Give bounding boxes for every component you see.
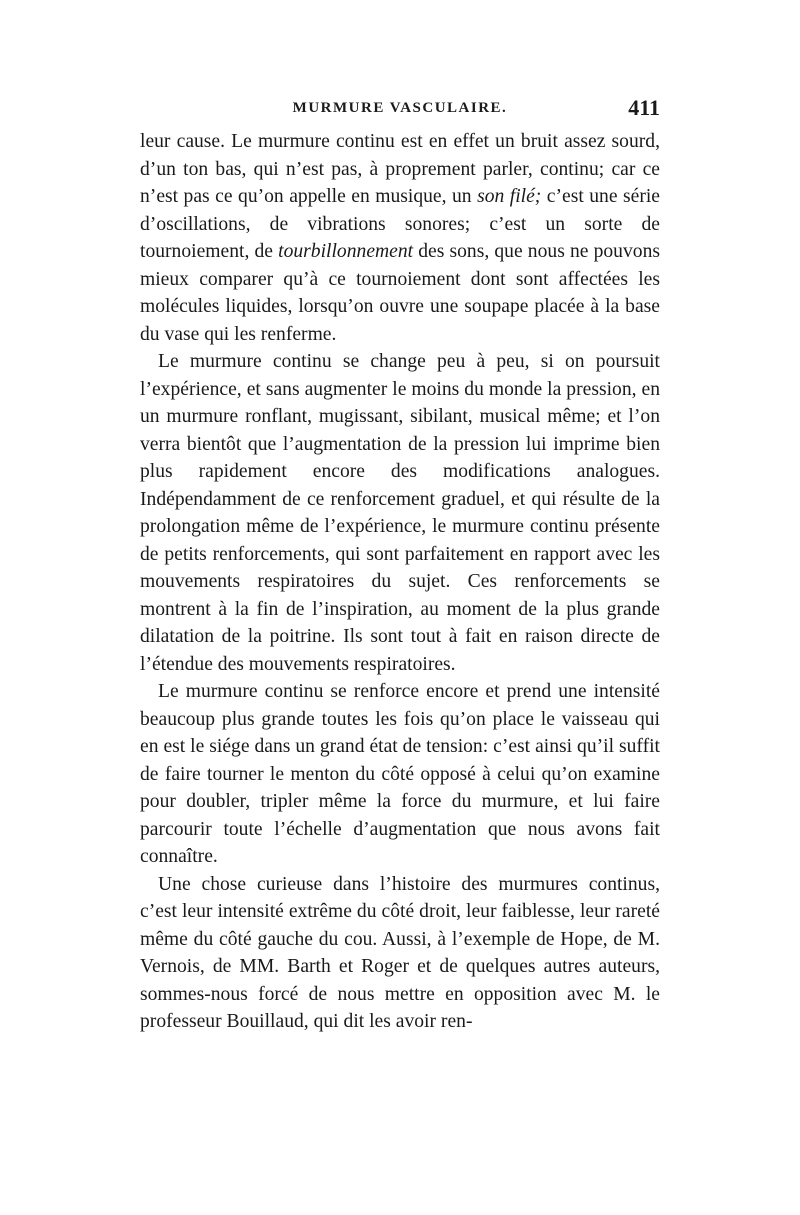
running-head (140, 95, 660, 122)
paragraph-text: c’est une série d’oscillations, de vibrations sonores; c’est un sorte de tournoiement, de (140, 186, 660, 262)
italic-term: son filé; (477, 186, 542, 207)
paragraph-text: des sons, que nous ne pouvons mieux comparer qu’à ce tournoiement dont sont affectées les molécules liquides, lorsqu’on ouvre une soupape placée à la base du vase qui les renferme. (140, 241, 660, 345)
body-text (140, 128, 660, 1036)
italic-term: tourbillonnement (278, 241, 414, 262)
paragraph: Le murmure continu se change peu à peu, si on poursuit l’expérience, et sans augmenter le moins du monde la pression, en un murmure ronflant, mugissant, sibilant, musical même; et l’on verra bientôt que l’augmentation de la pression lui imprime bien plus rapidement encore des modifications analogues. Indépendamment de ce renforcement graduel, et qui résulte de la prolongation même de l’expérience, le murmure continu présente de petits renforcements, qui sont parfaitement en rapport avec les mouvements respiratoires du sujet. Ces renforcements se montrent à la fin de l’inspiration, au moment de la plus grande dilatation de la poitrine. Ils sont tout à fait en raison directe de l’étendue des mouvements respiratoires. (140, 351, 660, 675)
paragraph: Le murmure continu se renforce encore et prend une intensité beaucoup plus grande toutes les fois qu’on place le vaisseau qui en est le siége dans un grand état de tension: c’est ainsi qu’il suffit de faire tourner le menton du côté opposé à celui qu’on examine pour doubler, tripler même la force du murmure, et lui faire parcourir toute l’échelle d’augmentation que nous avons fait connaître. (140, 681, 660, 867)
page-number: 411 (628, 95, 660, 120)
paragraph: Une chose curieuse dans l’histoire des murmures continus, c’est leur intensité extrême du côté droit, leur faiblesse, leur rareté même du côté gauche du cou. Aussi, à l’exemple de Hope, de M. Vernois, de MM. Barth et Roger et de quelques autres auteurs, sommes-nous forcé de nous mettre en opposition avec M. le professeur Bouillaud, qui dit les avoir ren- (140, 873, 660, 1032)
paragraph-continuation (140, 128, 660, 348)
running-title: MURMURE VASCULAIRE. (292, 100, 508, 116)
paragraph-text: leur cause. Le murmure continu est en effet un bruit assez sourd, d’un ton bas, qui n’est pas, à proprement parler, continu; car ce n’est pas ce qu’on appelle en musique, un (140, 131, 660, 207)
